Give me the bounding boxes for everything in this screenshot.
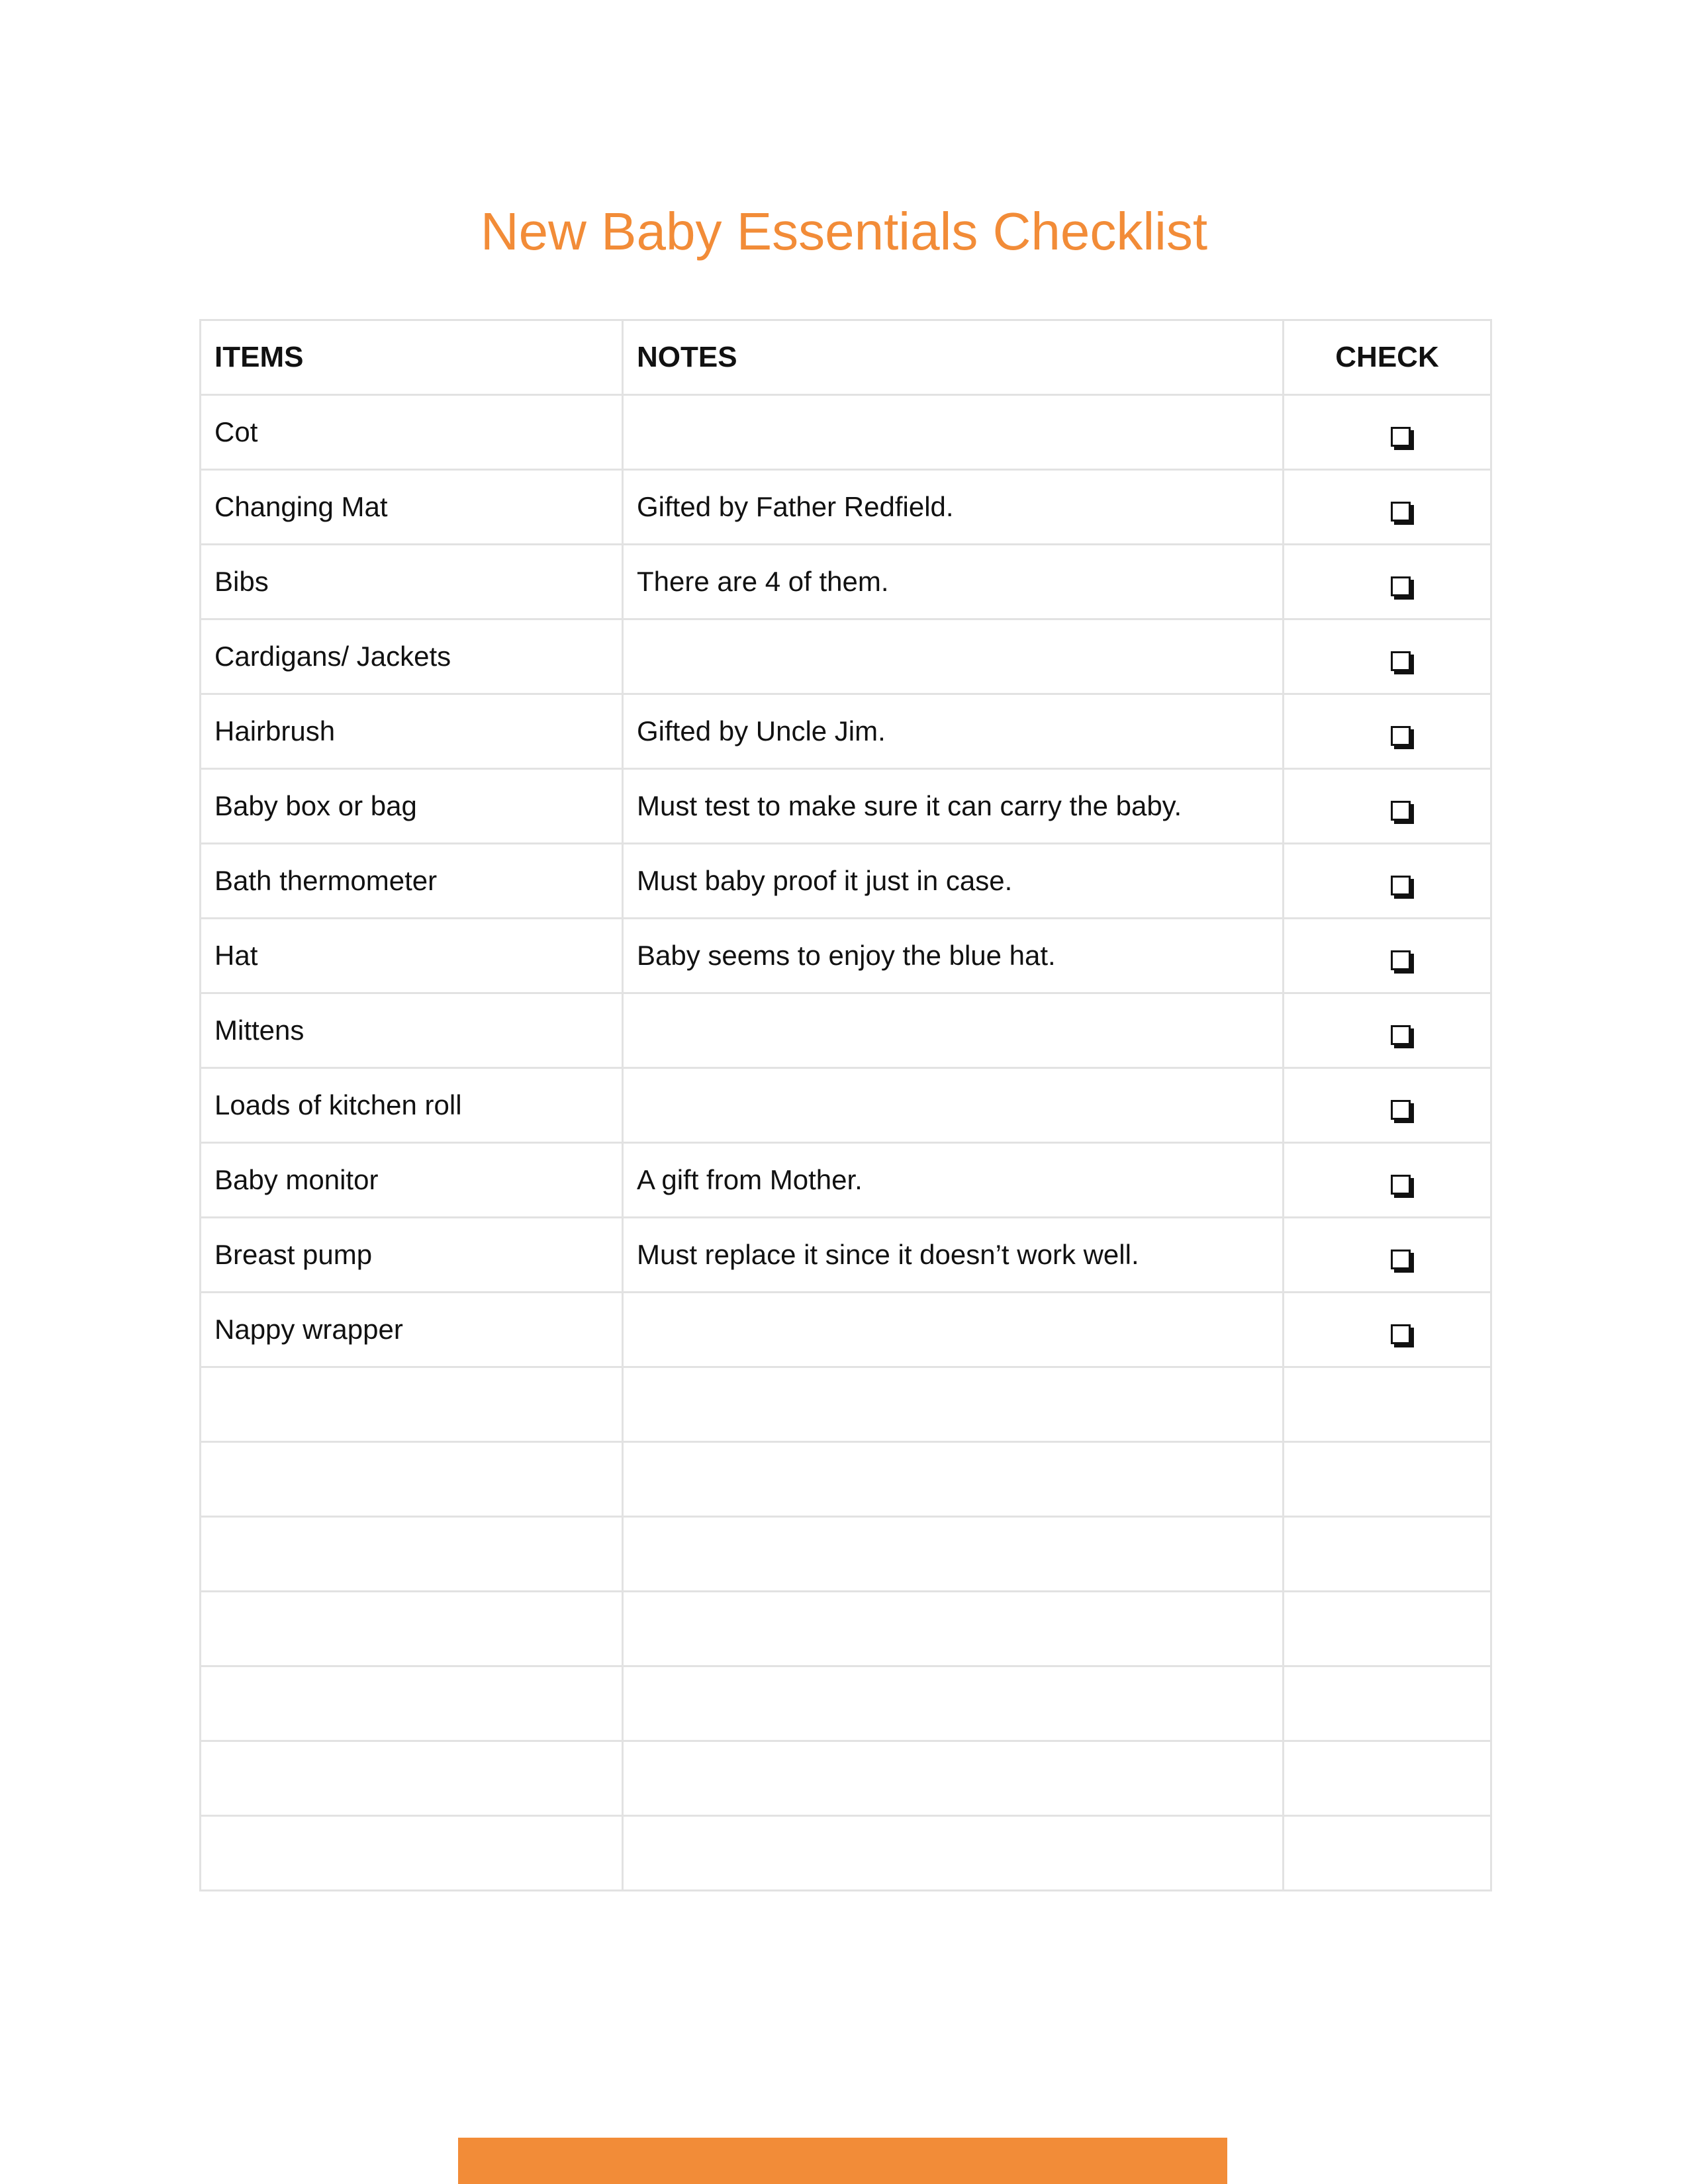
checklist-body — [201, 395, 1491, 1891]
note-cell: Baby seems to enjoy the blue hat. — [623, 919, 1284, 993]
table-row — [201, 694, 1491, 769]
note-cell — [623, 395, 1284, 470]
checkbox-icon[interactable] — [1391, 950, 1411, 970]
check-cell[interactable] — [1284, 619, 1491, 694]
table-row — [201, 1293, 1491, 1367]
checkbox-icon[interactable] — [1391, 1100, 1411, 1120]
note-cell — [623, 1592, 1284, 1666]
item-cell — [201, 1517, 623, 1592]
checkbox-icon[interactable] — [1391, 502, 1411, 522]
item-cell: Cardigans/ Jackets — [201, 619, 623, 694]
checkbox-icon[interactable] — [1391, 726, 1411, 746]
note-cell — [623, 1517, 1284, 1592]
table-row — [201, 1367, 1491, 1442]
item-cell — [201, 1666, 623, 1741]
check-cell — [1284, 1816, 1491, 1891]
check-cell[interactable] — [1284, 919, 1491, 993]
check-cell — [1284, 1592, 1491, 1666]
checkbox-icon[interactable] — [1391, 427, 1411, 447]
table-row — [201, 1068, 1491, 1143]
note-cell — [623, 1666, 1284, 1741]
item-cell — [201, 1816, 623, 1891]
note-cell: Must replace it since it doesn’t work well. — [623, 1218, 1284, 1293]
checkbox-icon[interactable] — [1391, 1250, 1411, 1269]
item-cell: Baby box or bag — [201, 769, 623, 844]
note-cell — [623, 1816, 1284, 1891]
note-cell — [623, 993, 1284, 1068]
check-cell[interactable] — [1284, 1068, 1491, 1143]
check-cell[interactable] — [1284, 694, 1491, 769]
item-cell: Mittens — [201, 993, 623, 1068]
item-cell: Loads of kitchen roll — [201, 1068, 623, 1143]
table-row — [201, 844, 1491, 919]
check-cell[interactable] — [1284, 769, 1491, 844]
table-row — [201, 545, 1491, 619]
table-row — [201, 619, 1491, 694]
check-cell[interactable] — [1284, 470, 1491, 545]
header-check: CHECK — [1284, 320, 1491, 395]
note-cell — [623, 619, 1284, 694]
note-cell — [623, 1442, 1284, 1517]
item-cell: Bibs — [201, 545, 623, 619]
item-cell — [201, 1442, 623, 1517]
check-cell — [1284, 1741, 1491, 1816]
check-cell[interactable] — [1284, 1293, 1491, 1367]
note-cell: Gifted by Uncle Jim. — [623, 694, 1284, 769]
note-cell: Must baby proof it just in case. — [623, 844, 1284, 919]
item-cell — [201, 1741, 623, 1816]
footer-bar — [458, 2138, 1227, 2184]
table-row — [201, 1517, 1491, 1592]
table-row — [201, 1741, 1491, 1816]
check-cell — [1284, 1442, 1491, 1517]
item-cell: Bath thermometer — [201, 844, 623, 919]
item-cell: Cot — [201, 395, 623, 470]
item-cell: Nappy wrapper — [201, 1293, 623, 1367]
table-row — [201, 1666, 1491, 1741]
check-cell[interactable] — [1284, 1143, 1491, 1218]
table-row — [201, 1816, 1491, 1891]
table-row — [201, 470, 1491, 545]
check-cell[interactable] — [1284, 844, 1491, 919]
table-row — [201, 395, 1491, 470]
item-cell — [201, 1592, 623, 1666]
checkbox-icon[interactable] — [1391, 801, 1411, 821]
checkbox-icon[interactable] — [1391, 1324, 1411, 1344]
header-notes: NOTES — [623, 320, 1284, 395]
item-cell: Hat — [201, 919, 623, 993]
item-cell: Hairbrush — [201, 694, 623, 769]
table-row — [201, 769, 1491, 844]
table-row — [201, 1218, 1491, 1293]
check-cell — [1284, 1666, 1491, 1741]
checkbox-icon[interactable] — [1391, 651, 1411, 671]
check-cell[interactable] — [1284, 993, 1491, 1068]
table-row — [201, 1442, 1491, 1517]
table-row — [201, 919, 1491, 993]
note-cell — [623, 1293, 1284, 1367]
check-cell[interactable] — [1284, 545, 1491, 619]
note-cell: Must test to make sure it can carry the baby. — [623, 769, 1284, 844]
item-cell: Changing Mat — [201, 470, 623, 545]
note-cell: There are 4 of them. — [623, 545, 1284, 619]
table-row — [201, 1592, 1491, 1666]
checkbox-icon[interactable] — [1391, 576, 1411, 596]
page-title: New Baby Essentials Checklist — [480, 202, 1208, 261]
checkbox-icon[interactable] — [1391, 876, 1411, 895]
note-cell — [623, 1068, 1284, 1143]
table-header-row — [201, 320, 1491, 395]
check-cell[interactable] — [1284, 1218, 1491, 1293]
checkbox-icon[interactable] — [1391, 1175, 1411, 1195]
note-cell: Gifted by Father Redfield. — [623, 470, 1284, 545]
checkbox-icon[interactable] — [1391, 1025, 1411, 1045]
item-cell: Breast pump — [201, 1218, 623, 1293]
item-cell: Baby monitor — [201, 1143, 623, 1218]
check-cell[interactable] — [1284, 395, 1491, 470]
note-cell — [623, 1367, 1284, 1442]
check-cell — [1284, 1517, 1491, 1592]
table-row — [201, 993, 1491, 1068]
check-cell — [1284, 1367, 1491, 1442]
note-cell: A gift from Mother. — [623, 1143, 1284, 1218]
note-cell — [623, 1741, 1284, 1816]
item-cell — [201, 1367, 623, 1442]
header-items: ITEMS — [201, 320, 623, 395]
table-row — [201, 1143, 1491, 1218]
checklist-table — [199, 319, 1492, 1891]
